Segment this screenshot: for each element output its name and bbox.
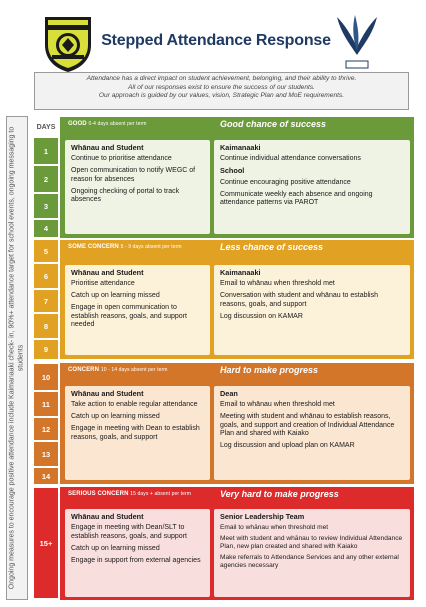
page-title: Stepped Attendance Response [101,32,331,49]
whanau-box [65,509,210,597]
day-marker: 12 [34,418,58,440]
tier-name: CONCERN [68,367,100,373]
intro-line: Our approach is guided by our values, vision, Strategic Plan and MoE requirements. [98,92,345,100]
tier-range: 15 days + absent per term [130,491,192,497]
box-item: Continue to prioritise attendance [71,155,172,163]
tier-label [68,367,168,373]
box-item: Engage in open communication to establish reasons, goals, and support needed [71,304,187,329]
box-item: Continue encouraging positive attendance [220,178,351,186]
whanau-box [65,140,210,234]
tier-serious-concern [60,487,414,600]
tier-some-concern [60,240,414,359]
box-title: Senior Leadership Team [220,512,305,521]
box-item: Ongoing checking of portal to track absences [71,187,180,204]
day-marker: 11 [34,392,58,416]
tier-label [68,121,147,127]
tier-label [68,244,182,250]
intro-line: Attendance has a direct impact on student achievement, belonging, and their ability to thrive. [86,75,357,82]
school-logo [39,11,97,73]
box-item: Open communication to notify WEGC of reason for absences [71,167,196,183]
box-item: Meeting with student and whānau to establish reasons, goals, and support and creation of Individual Attendance Plan and shared with Kaiako [220,413,395,438]
box-item: Email to whānau when threshold met [220,401,335,409]
box-item: Engage in meeting with Dean to establish reasons, goals, and support [71,425,200,441]
crest-logo [333,11,381,73]
day-marker: 4 [34,220,58,237]
day-marker: 13 [34,442,58,466]
box-item: Email to whānau when threshold met [220,523,329,531]
day-marker: 6 [34,264,58,288]
box-item: Catch up on learning missed [71,292,160,300]
box-title: Whānau and Student [71,143,144,152]
day-marker: 9 [34,340,58,359]
tier-range: 10 - 14 days absent per term [100,367,168,373]
box-title: Kaimanaaki [220,268,261,277]
intro-box [34,72,409,110]
box-subtitle: School [220,166,245,176]
tier-outcome: Hard to make progress [220,365,319,375]
sidebar-text: Ongoing measures to encourage positive attendance include Kaimanaaki check- in, 90%+ attendance target for school events, ongoing messaging to students [8,126,24,590]
box-item: Email to whānau when threshold met [220,280,335,288]
box-item: Continue individual attendance conversations [220,155,361,163]
box-title: Dean [220,389,238,398]
box-item: Meet with student and whānau to review Individual Attendance Plan, new plan created and shared with Kaiako [220,535,403,550]
tier-outcome: Less chance of success [220,242,324,252]
day-marker: 14 [34,468,58,484]
tier-outcome: Good chance of success [220,119,327,129]
box-item: Log discussion on KAMAR [220,312,303,320]
box-item: Make referrals to Attendance Services and any other external agencies necessary [220,554,399,569]
tier-name: SERIOUS CONCERN [68,491,129,497]
day-marker: 5 [34,240,58,262]
box-title: Whānau and Student [71,268,144,277]
intro-line: All of our responses exist to ensure the success of our students. [128,83,315,91]
sidebar-note [6,116,28,600]
box-item: Communicate weekly each absence and ongoing attendance patterns via PAROT [220,190,373,207]
day-marker: 8 [34,314,58,338]
box-item: Catch up on learning missed [71,544,160,552]
tier-label [68,491,191,497]
staff-box [214,386,410,480]
box-title: Whānau and Student [71,389,144,398]
box-title: Whānau and Student [71,512,144,521]
day-marker: 3 [34,194,58,218]
box-item: Engage in meeting with Dean/SLT to establish reasons, goals, and support [71,524,187,540]
box-item: Log discussion and upload plan on KAMAR [220,442,355,450]
tier-good [60,117,414,238]
day-marker: 2 [34,166,58,192]
day-marker: 10 [34,364,58,390]
staff-box [214,265,410,355]
day-marker: 15+ [34,488,58,598]
box-item: Conversation with student and whānau to establish reasons, goals, and support [220,292,378,308]
whanau-box [65,386,210,480]
box-item: Catch up on learning missed [71,413,160,421]
box-item: Prioritise attendance [71,280,135,288]
box-title: Kaimanaaki [220,143,261,152]
whanau-box [65,265,210,355]
box-item: Engage in support from external agencies [71,556,201,564]
tier-concern [60,363,414,484]
tier-name: SOME CONCERN [68,244,119,250]
staff-box [214,140,410,234]
tier-name: GOOD [68,121,87,127]
days-heading: DAYS [36,124,56,131]
box-item: Take action to enable regular attendance [71,401,198,409]
staff-box [214,509,410,597]
tier-outcome: Very hard to make progress [220,489,339,499]
tier-range: 0-4 days absent per term [88,121,147,127]
day-marker: 1 [34,138,58,164]
day-marker: 7 [34,290,58,312]
tier-range: 5 - 9 days absent per term [120,244,182,250]
